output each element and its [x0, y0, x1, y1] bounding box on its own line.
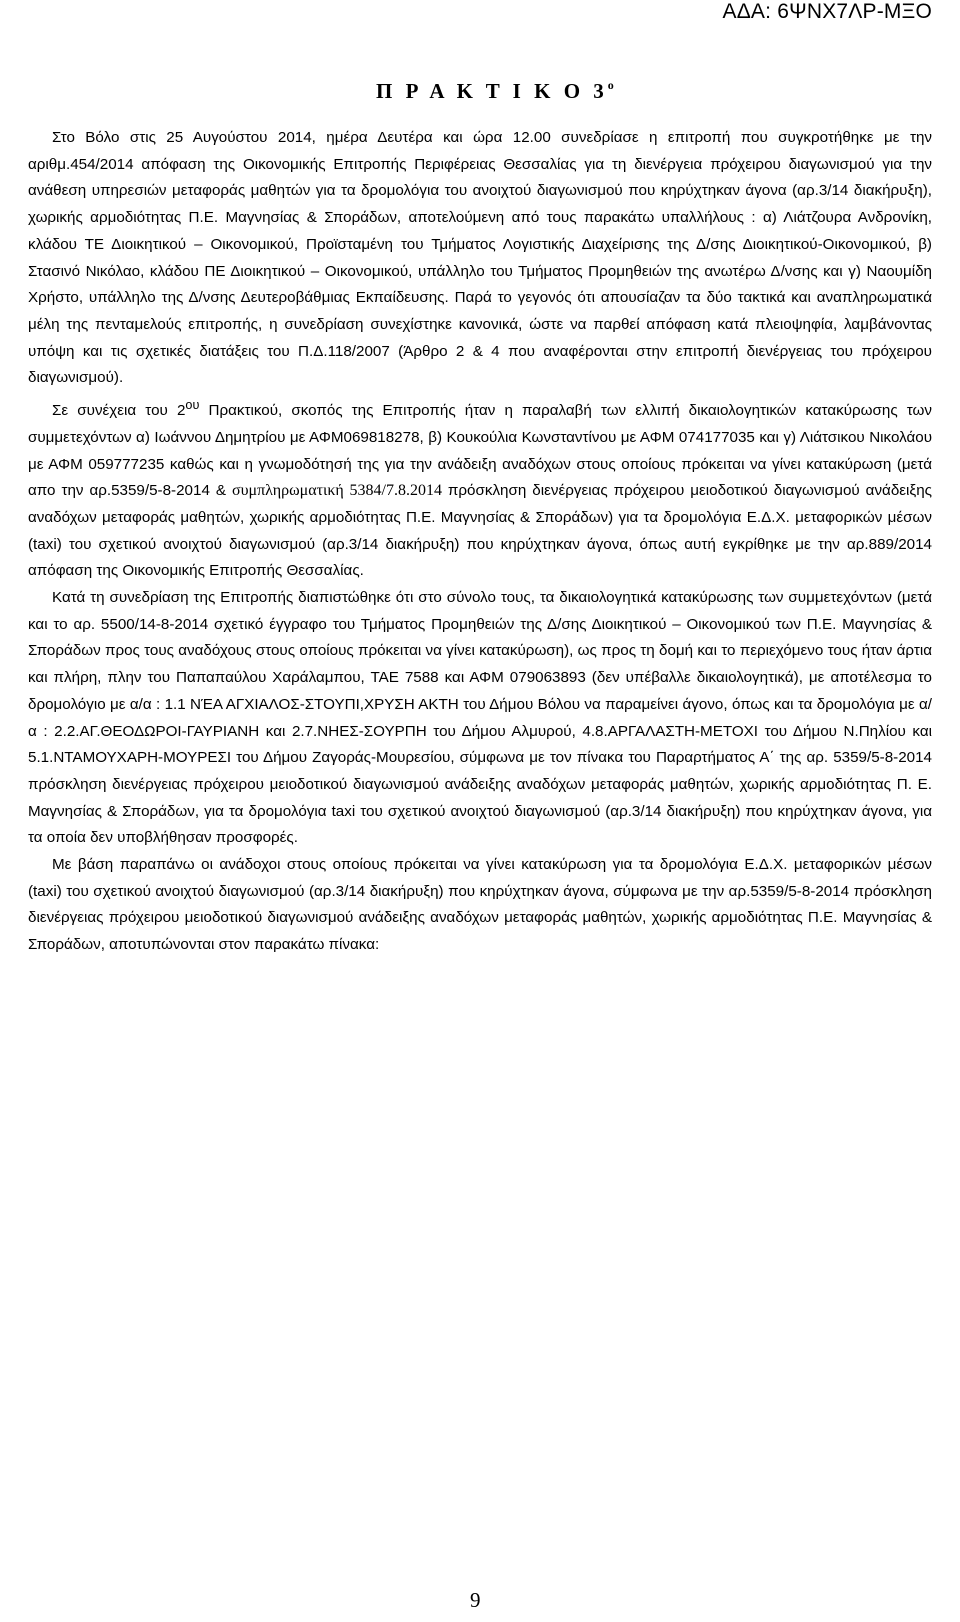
- page-number: 9: [470, 1588, 481, 1612]
- document-title: [376, 78, 614, 104]
- paragraph-continuation-part-b: Πρακτικού, σκοπός της Επιτροπής ήταν η παραλαβή των ελλιπή δικαιολογητικών κατακύρωσης των συμμετεχόντων α) Ιωάννου Δημητρίου με ΑΦΜ069818278, β) Κουκούλια Κωνσταντίνου με ΑΦΜ 074177035 και γ) Λιάτσικου Νικολάου με ΑΦΜ 059777235 καθώς και η γνωμοδότησή της για την ανάδειξη αναδόχων στους οποίους πρόκειται να γίνει κατακύρωση (μετά απο την αρ.5359/5-8-2014 &: [28, 402, 932, 500]
- paragraph-continuation: [28, 392, 932, 585]
- title-text: Π Ρ Α Κ Τ Ι Κ Ο 3: [376, 79, 608, 103]
- paragraph-intro: Στο Βόλο στις 25 Αυγούστου 2014, ημέρα Δευτέρα και ώρα 12.00 συνεδρίασε η επιτροπή που συγκροτήθηκε με την αριθμ.454/2014 απόφαση της Οικονομικής Επιτροπής Περιφέρειας Θεσσαλίας για τη διενέργεια πρόχειρου διαγωνισμού για την ανάθεση υπηρεσιών μεταφοράς μαθητών για τα δρομολόγια του ανοιχτού διαγωνισμού που κηρύχτηκαν άγονα (αρ.3/14 διακήρυξη), χωρικής αρμοδιότητας Π.Ε. Μαγνησίας & Σποράδων, αποτελούμενη από τους παρακάτω υπαλλήλους : α) Λιάτζουρα Ανδρονίκη, κλάδου ΤΕ Διοικητικού – Οικονομικού, Προϊσταμένη του Τμήματος Λογιστικής Διαχείρισης της Δ/σης Διοικητικού-Οικονομικού, β) Στασινό Νικόλαο, κλάδου ΠΕ Διοικητικού – Οικονομικού, υπάλληλο του Τμήματος Προμηθειών της ανωτέρω Δ/νσης και γ) Ναουμίδη Χρήστο, υπάλληλο της Δ/νσης Δευτεροβάθμιας Εκπαίδευσης. Παρά το γεγονός ότι απουσίαζαν τα δύο τακτικά και αναπληρωματικά μέλη της πενταμελούς επιτροπής, η συνεδρίαση συνεχίστηκε κανονικά, ώστε να παρθεί απόφαση κατά πλειοψηφία, λαμβάνοντας υπόψη και τις σχετικές διατάξεις του Π.Δ.118/2007 (Άρθρο 2 & 4 που αναφέρονται στην επιτροπή διενέργειας του πρόχειρου διαγωνισμού).: [28, 129, 932, 387]
- paragraph-continuation-part-a: Σε συνέχεια του 2: [52, 402, 186, 420]
- paragraph-continuation-serif-part: συμπληρωματική 5384/7.8.2014: [231, 482, 442, 500]
- paragraph-continuation-part-d: πρόσκληση διενέργειας πρόχειρου μειοδοτικού διαγωνισμού ανάδειξης αναδόχων μεταφοράς μαθητών, χωρικής αρμοδιότητας Π.Ε. Μαγνησίας & Σποράδων) για τα δρομολόγια Ε.Δ.Χ. μεταφορικών μέσων (taxi) του σχετικού ανοιχτού διαγωνισμού (αρ.3/14 διακήρυξη) που κηρύχτηκαν άγονα, όπως αυτή εγκρίθηκε με την αρ.889/2014 απόφαση της Οικονομικής Επιτροπής Θεσσαλίας.: [28, 482, 932, 580]
- paragraph-conclusion: Με βάση παραπάνω οι ανάδοχοι στους οποίους πρόκειται να γίνει κατακύρωση για τα δρομολόγια Ε.Δ.Χ. μεταφορικών μέσων (taxi) του σχετικού ανοιχτού διαγωνισμού (αρ.3/14 διακήρυξη) που κηρύχτηκαν άγονα, σύμφωνα με την αρ.5359/5-8-2014 πρόσκληση διενέργειας πρόχειρου μειοδοτικού διαγωνισμού ανάδειξης αναδόχων μεταφοράς μαθητών, χωρικής αρμοδιότητας Π.Ε. Μαγνησίας & Σποράδων, αποτυπώνονται στον παρακάτω πίνακα:: [28, 856, 932, 954]
- ada-code: ΑΔΑ: 6ΨΝΧ7ΛΡ-ΜΞΟ: [722, 0, 932, 23]
- title-superscript: ο: [607, 78, 614, 92]
- paragraph-continuation-superscript: ου: [185, 398, 200, 413]
- paragraph-findings: Κατά τη συνεδρίαση της Επιτροπής διαπιστώθηκε ότι στο σύνολο τους, τα δικαιολογητικά κατακύρωσης των συμμετεχόντων (μετά και το αρ. 5500/14-8-2014 σχετικό έγγραφο του Τμήματος Προμηθειών της Δ/σης Διοικητικού – Οικονομικού των Π.Ε. Μαγνησίας & Σποράδων προς τους αναδόχους στους οποίους πρόκειται να γίνει κατακύρωση), ως προς τη δομή και το περιεχόμενο τους ήταν άρτια και πλήρη, πλην του Παπαπαύλου Χαράλαμπου, ΤΑΕ 7588 και ΑΦΜ 079063893 (δεν υπέβαλλε δικαιολογητικά), με αποτέλεσμα το δρομολόγιο με α/α : 1.1 ΝΈΑ ΑΓΧΙΑΛΟΣ-ΣΤΟΥΠΙ,ΧΡΥΣΗ ΑΚΤΗ του Δήμου Βόλου να παραμείνει άγονο, όπως και τα δρομολόγια με α/α : 2.2.ΑΓ.ΘΕΟΔΩΡΟΙ-ΓΑΥΡΙΑΝΗ και 2.7.ΝΗΕΣ-ΣΟΥΡΠΗ του Δήμου Αλμυρού, 4.8.ΑΡΓΑΛΑΣΤΗ-ΜΕΤΟΧΙ του Δήμου Ν.Πηλίου και 5.1.ΝΤΑΜΟΥΧΑΡΗ-ΜΟΥΡΕΣΙ του Δήμου Ζαγοράς-Μουρεσίου, σύμφωνα με τον πίνακα του Παραρτήματος Α΄ της αρ. 5359/5-8-2014 πρόσκληση διενέργειας πρόχειρου μειοδοτικού διαγωνισμού ανάδειξης αναδόχων μεταφοράς μαθητών, χωρικής αρμοδιότητας Π. Ε. Μαγνησίας & Σποράδων, για τα δρομολόγια taxi του σχετικού ανοιχτού διαγωνισμού (αρ.3/14 διακήρυξη) που κηρύχτηκαν άγονα, για τα οποία δεν υποβλήθησαν προσφορές.: [28, 589, 932, 847]
- document-body: [28, 125, 932, 959]
